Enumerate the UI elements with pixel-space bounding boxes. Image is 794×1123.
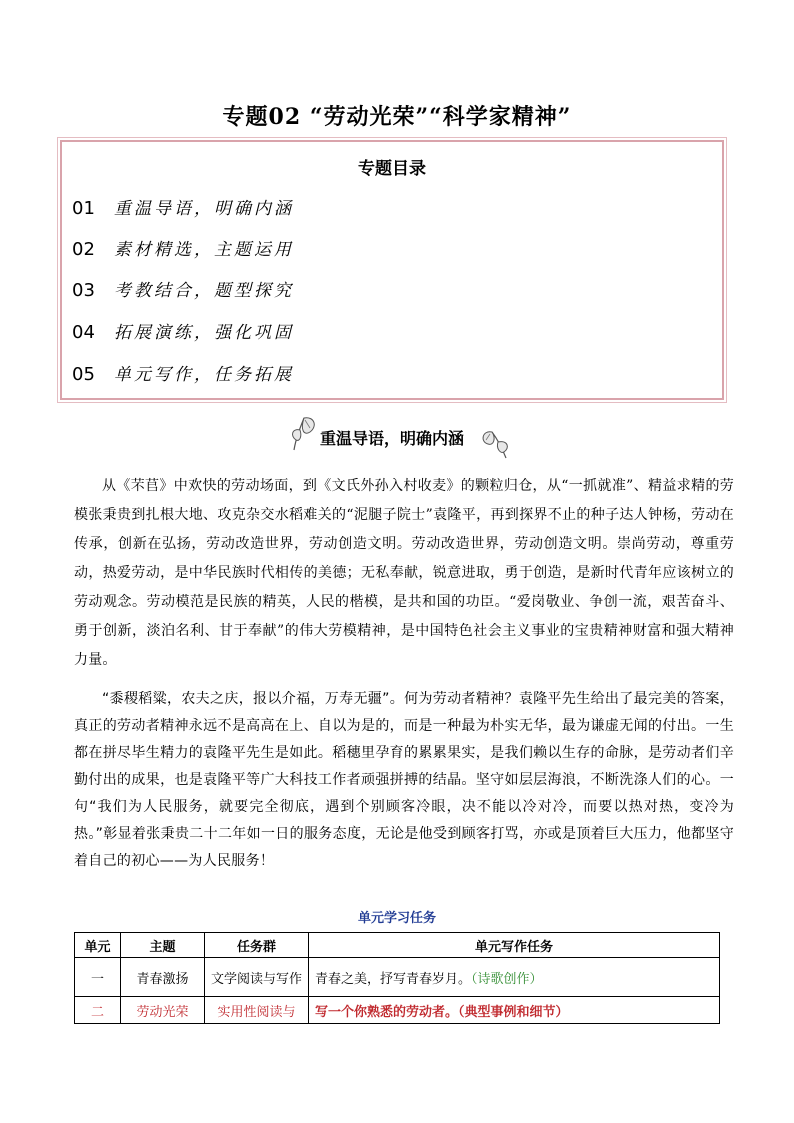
table-row bbox=[75, 997, 720, 1024]
leaf-icon bbox=[480, 420, 510, 460]
paragraph: 从《芣苢》中欢快的劳动场面，到《文氏外孙入村收麦》的颗粒归仓，从“一抓就准”、精益求精的劳模张秉贵到扎根大地、攻克杂交水稻难关的“泥腿子院士”袁隆平，再到探界不止的种子达人钟杨，劳动在传承，创新在弘扬，劳动改造世界，劳动创造文明。劳动改造世界，劳动创造文明。崇尚劳动，尊重劳动，热爱劳动，是中华民族时代相传的美德；无私奉献，锐意进取，勇于创造，是新时代青年应该树立的劳动观念。劳动模范是民族的精英，人民的楷模，是共和国的功臣。“爱岗敬业、争创一流，艰苦奋斗、勇于创新，淡泊名利、甘于奉献”的伟大劳模精神，是中国特色社会主义事业的宝贵精神财富和强大精神力量。 bbox=[74, 478, 734, 668]
table-cell-task bbox=[309, 958, 720, 997]
toc-title: 专题目录 bbox=[358, 159, 426, 179]
toc-item bbox=[72, 194, 294, 220]
toc-item bbox=[72, 318, 294, 344]
leaf-icon bbox=[290, 410, 320, 454]
table-cell-unit: 二 bbox=[75, 997, 121, 1024]
toc-item-label: 重温导语，明确内涵 bbox=[114, 199, 294, 219]
table-cell-unit: 一 bbox=[75, 958, 121, 997]
table-header-cell: 单元 bbox=[75, 933, 121, 958]
task-text: 写一个你熟悉的劳动者。 bbox=[315, 1004, 459, 1020]
toc-item-number: 01 bbox=[72, 198, 95, 219]
table-cell-theme: 青春激扬 bbox=[121, 958, 205, 997]
unit-task-table bbox=[74, 932, 720, 1024]
task-text: 青春之美，抒写青春岁月。 bbox=[315, 971, 472, 987]
toc-item bbox=[72, 360, 294, 386]
table-header-cell: 单元写作任务 bbox=[309, 933, 720, 958]
document-title: 专题02 “劳动光荣”“科学家精神” bbox=[222, 104, 572, 130]
task-note: （典型事例和细节） bbox=[458, 1004, 569, 1020]
table-header-cell: 任务群 bbox=[205, 933, 309, 958]
table-cell-group: 文学阅读与写作 bbox=[205, 958, 309, 997]
toc-item-number: 04 bbox=[72, 322, 95, 343]
table-cell-theme: 劳动光荣 bbox=[121, 997, 205, 1024]
section-title: 重温导语，明确内涵 bbox=[320, 429, 465, 448]
toc-item-label: 考教结合，题型探究 bbox=[114, 281, 294, 301]
toc-item bbox=[72, 276, 294, 302]
table-header-cell: 主题 bbox=[121, 933, 205, 958]
task-note: （诗歌创作） bbox=[471, 971, 543, 987]
paragraph: “黍稷稻粱，农夫之庆，报以介福，万寿无疆”。何为劳动者精神？袁隆平先生给出了最完美的答案，真正的劳动者精神永远不是高高在上、自以为是的，而是一种最为朴实无华，最为谦虚无闻的付出。一生都在拼尽毕生精力的袁隆平先生是如此。稻穗里孕育的累累果实，是我们赖以生存的命脉，是劳动者们辛勤付出的成果，也是袁隆平等广大科技工作者顽强拼搏的结晶。坚守如层层海浪，不断洗涤人们的心。一句“我们为人民服务，就要完全彻底，遇到个别顾客冷眼，决不能以冷对冷，而要以热对热，变冷为热。”彰显着张秉贵二十二年如一日的服务态度，无论是他受到顾客打骂，亦或是顶着巨大压力，他都坚守着自己的初心——为人民服务！ bbox=[74, 691, 734, 869]
table-caption: 单元学习任务 bbox=[357, 911, 436, 926]
section-heading bbox=[290, 410, 510, 456]
table-cell-task bbox=[309, 997, 720, 1024]
toc-item-label: 拓展演练，强化巩固 bbox=[114, 323, 294, 343]
toc-item-number: 03 bbox=[72, 280, 95, 301]
table-cell-group: 实用性阅读与 bbox=[205, 997, 309, 1024]
toc-box bbox=[60, 140, 724, 400]
toc-item bbox=[72, 235, 294, 261]
toc-item-label: 素材精选，主题运用 bbox=[114, 240, 294, 260]
toc-item-number: 02 bbox=[72, 239, 95, 260]
toc-item-label: 单元写作，任务拓展 bbox=[114, 365, 294, 385]
toc-item-number: 05 bbox=[72, 364, 95, 385]
table-row bbox=[75, 958, 720, 997]
table-header-row bbox=[75, 933, 720, 958]
